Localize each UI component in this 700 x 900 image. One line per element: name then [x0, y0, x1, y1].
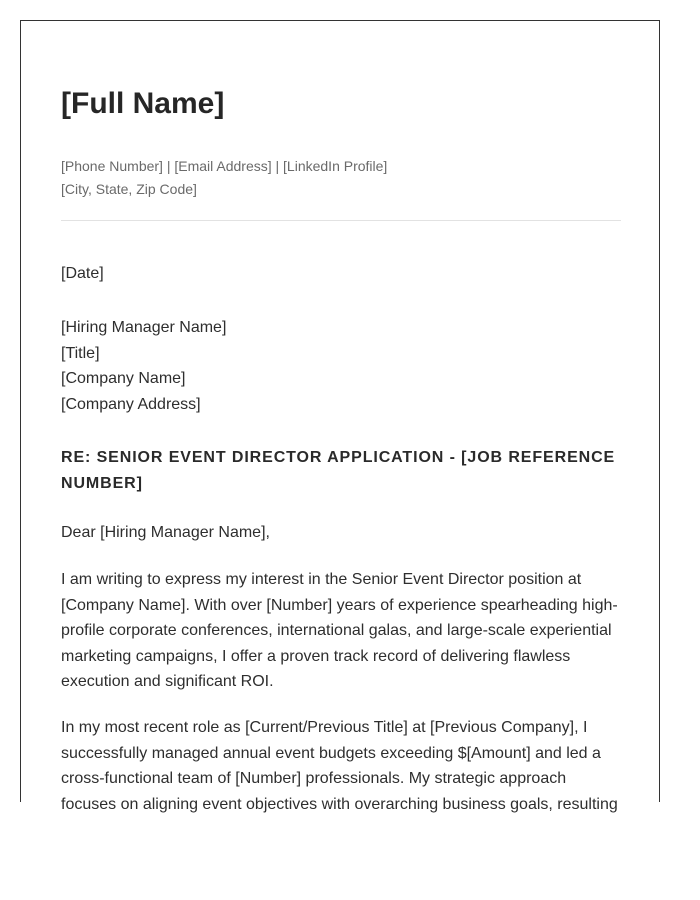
subject-line-1: RE: SENIOR EVENT DIRECTOR APPLICATION - [JOB REFERENCE — [61, 449, 616, 466]
letter-page — [20, 20, 660, 813]
paragraph-line: marketing campaigns, I offer a proven track record of delivering flawless — [61, 647, 571, 665]
letter-date: [Date] — [61, 265, 104, 282]
paragraph-line: cross-functional team of [Number] professionals. My strategic approach — [61, 770, 567, 788]
paragraph-line: execution and significant ROI. — [61, 673, 274, 691]
subject-line-2: NUMBER] — [61, 475, 143, 492]
header-divider — [61, 220, 621, 221]
contact-info — [61, 155, 387, 201]
recipient-name: [Hiring Manager Name] — [61, 319, 227, 336]
salutation: Dear [Hiring Manager Name], — [61, 524, 270, 541]
contact-line-location: [City, State, Zip Code] — [61, 181, 197, 197]
recipient-block — [61, 315, 226, 418]
subject-line — [61, 445, 623, 497]
paragraph-line: I am writing to express my interest in the Senior Event Director position at — [61, 571, 582, 588]
paragraph-intro — [61, 567, 623, 695]
paragraph-line: focuses on aligning event objectives with overarching business goals, resulting — [61, 795, 618, 813]
full-name: [Full Name] — [61, 87, 225, 120]
paragraph-line: profile corporate conferences, international galas, and large-scale experiential — [61, 622, 612, 640]
contact-line-phone-email-linkedin: [Phone Number] | [Email Address] | [LinkedIn Profile] — [61, 158, 388, 174]
recipient-company: [Company Name] — [61, 370, 186, 388]
paragraph-line: successfully managed annual event budgets exceeding $[Amount] and led a — [61, 744, 601, 762]
paragraph-line: In my most recent role as [Current/Previous Title] at [Previous Company], I — [61, 719, 588, 736]
recipient-title: [Title] — [61, 344, 100, 362]
recipient-address: [Company Address] — [61, 396, 201, 414]
paragraph-experience — [61, 715, 623, 817]
paragraph-line: [Company Name]. With over [Number] years of experience spearheading high- — [61, 596, 618, 614]
